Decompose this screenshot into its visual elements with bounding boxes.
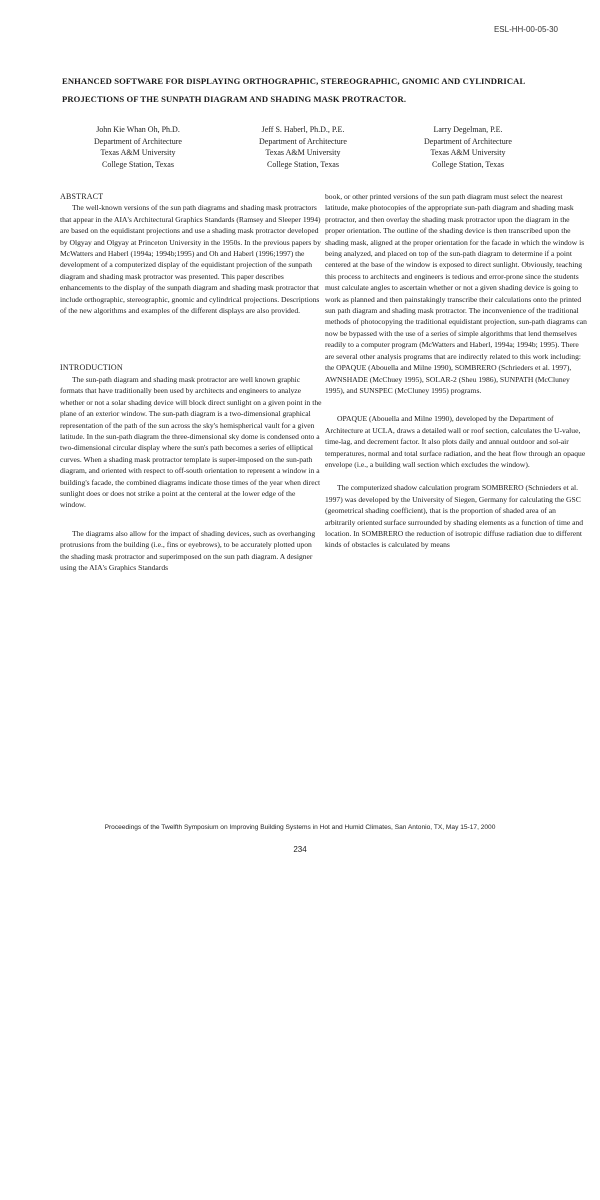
author-department: Department of Architecture bbox=[94, 136, 182, 146]
body-paragraph-opaque: OPAQUE (Abouella and Milne 1990), developed by the Department of Architecture at UCLA, draws a detailed wall or roof section, calculates the U-value, time-lag, and decrement factor. It also plots daily and annual outdoor and sol-air temperatures, normal and total surface radiation, and the heat flow through an opaque envelope (i.e., a building wall section which excludes the window). bbox=[325, 414, 586, 469]
author-location: College Station, Texas bbox=[267, 159, 339, 169]
author-2 bbox=[223, 124, 383, 170]
author-name: Jeff S. Haberl, Ph.D., P.E. bbox=[261, 125, 345, 134]
author-university: Texas A&M University bbox=[430, 148, 506, 157]
author-location: College Station, Texas bbox=[102, 159, 174, 169]
author-name: John Kie Whan Oh, Ph.D. bbox=[96, 125, 180, 134]
abstract-heading: ABSTRACT bbox=[60, 192, 104, 201]
author-department: Department of Architecture bbox=[259, 136, 347, 146]
right-column bbox=[325, 191, 587, 551]
proceedings-footer: Proceedings of the Twelfth Symposium on Improving Building Systems in Hot and Humid Climates, San Antonio, TX, May 15-17, 2000 bbox=[104, 824, 496, 831]
introduction-heading: INTRODUCTION bbox=[60, 363, 123, 373]
author-3 bbox=[388, 124, 548, 170]
body-paragraph-1: book, or other printed versions of the sun path diagram must select the nearest latitude, make photocopies of the appropriate sun-path diagram and shading mask protractor, and then overlay the shading mask protractor upon the diagram in the proper orientation. The outline of the shading device is then transcribed upon the shading mask, aligned at the proper orientation for the facade in which the window is being analyzed, and placed on top of the sun-path diagram to determine if a point centered at the base of the window is exposed to direct sunlight. Obviously, teaching this process to architects and engineers is tedious and error-prone since the students must calculate angles to ascertain whether or not a given shading device is going to work as planned and then painstakingly transcribe their calculations onto the printed sun path diagram and shading mask protractor. The inconvenience of the traditional methods of photocopying the traditional equidistant projection, sun-path diagrams can now be bypassed with the use of a series of simple algorithms that lend themselves readily to a computer program (McWatters and Haberl, 1994a; 1994b; 1995). There are several other analysis programs that are indirectly related to this work including: the OPAQUE (Abouella and Milne 1990), SOMBRERO (Schrieders et al. 1997), AWNSHADE (McChuey 1995), SOLAR-2 (Sheu 1986), SUNPATH (McCluney 1995), and SUNSPEC (McCluney 1995) programs. bbox=[325, 192, 587, 395]
body-paragraph-sombrero: The computerized shadow calculation program SOMBRERO (Schnieders et al. 1997) was developed by the University of Siegen, Germany for calculating the GSC (geometrical shading coefficient), that is the proportion of shaded area of an arbitrarily oriented surface surrounded by shading elements as a function of time and location. In SOMBRERO the reduction of isotropic diffuse radiation due to different kinds of obstacles is calculated by means bbox=[325, 483, 584, 550]
abstract-text: The well-known versions of the sun path diagrams and shading mask protractors that appear in the AIA's Architectural Graphics Standards (Ramsey and Sleeper 1994) are based on the equidistant projections and use a shading mask protractor developed by Olgyay and Olgyay at Princeton University in the 1950s. In the previous papers by McWatters and Haberl (1994a; 1994b;1995) and Oh and Haberl (1996;1997) the development of a computerized display of the equidistant projection of the sunpath diagram and shading mask protractor was presented. This paper describes enhancements to the display of the sunpath diagram and shading mask protractor that include orthographic, stereographic, gnomic and cylindrical projections. Descriptions of the new algorithms and examples of the different displays are also provided. bbox=[60, 203, 321, 316]
author-department: Department of Architecture bbox=[424, 136, 512, 146]
left-column bbox=[60, 191, 322, 573]
introduction-paragraph-2: The diagrams also allow for the impact of shading devices, such as overhanging protrusions from the building (i.e., fins or eyebrows), to be accurately plotted upon the shading mask protractor and superimposed on the sun path diagram. A designer using the AIA's Graphics Standards bbox=[60, 528, 316, 572]
author-location: College Station, Texas bbox=[432, 159, 504, 169]
introduction-paragraph-1: The sun-path diagram and shading mask protractor are well known graphic formats that have traditionally been used by architects and engineers to analyze whether or not a solar shading device will block direct sunlight on a given point in the plane of an exterior window. The sun-path diagram is a two-dimensional graphical representation of the path of the sun across the sky's hemispherical vault for a given latitude. In the sun-path diagram the three-dimensional sky dome is condensed onto a two-dimensional circular display where the sun's path becomes a series of elliptical curves. When a shading mask protractor template is super-imposed on the sun-path diagram, and oriented with respect to off-south orientation to represent a window in a building's facade, the combined diagrams indicate those times of the year when direct sunlight does or does not strike a point at the centeral at the lower edge of the window. bbox=[60, 374, 322, 510]
author-block bbox=[58, 124, 548, 170]
page-number: 234 bbox=[293, 845, 307, 854]
author-university: Texas A&M University bbox=[265, 148, 341, 157]
paper-title: ENHANCED SOFTWARE FOR DISPLAYING ORTHOGRAPHIC, STEREOGRAPHIC, GNOMIC AND CYLINDRICAL PROJECTIONS OF THE SUNPATH DIAGRAM AND SHADING MASK PROTRACTOR. bbox=[62, 76, 525, 104]
author-name: Larry Degelman, P.E. bbox=[433, 125, 503, 134]
author-1 bbox=[58, 124, 218, 170]
report-id: ESL-HH-00-05-30 bbox=[493, 25, 558, 34]
author-university: Texas A&M University bbox=[100, 148, 176, 157]
